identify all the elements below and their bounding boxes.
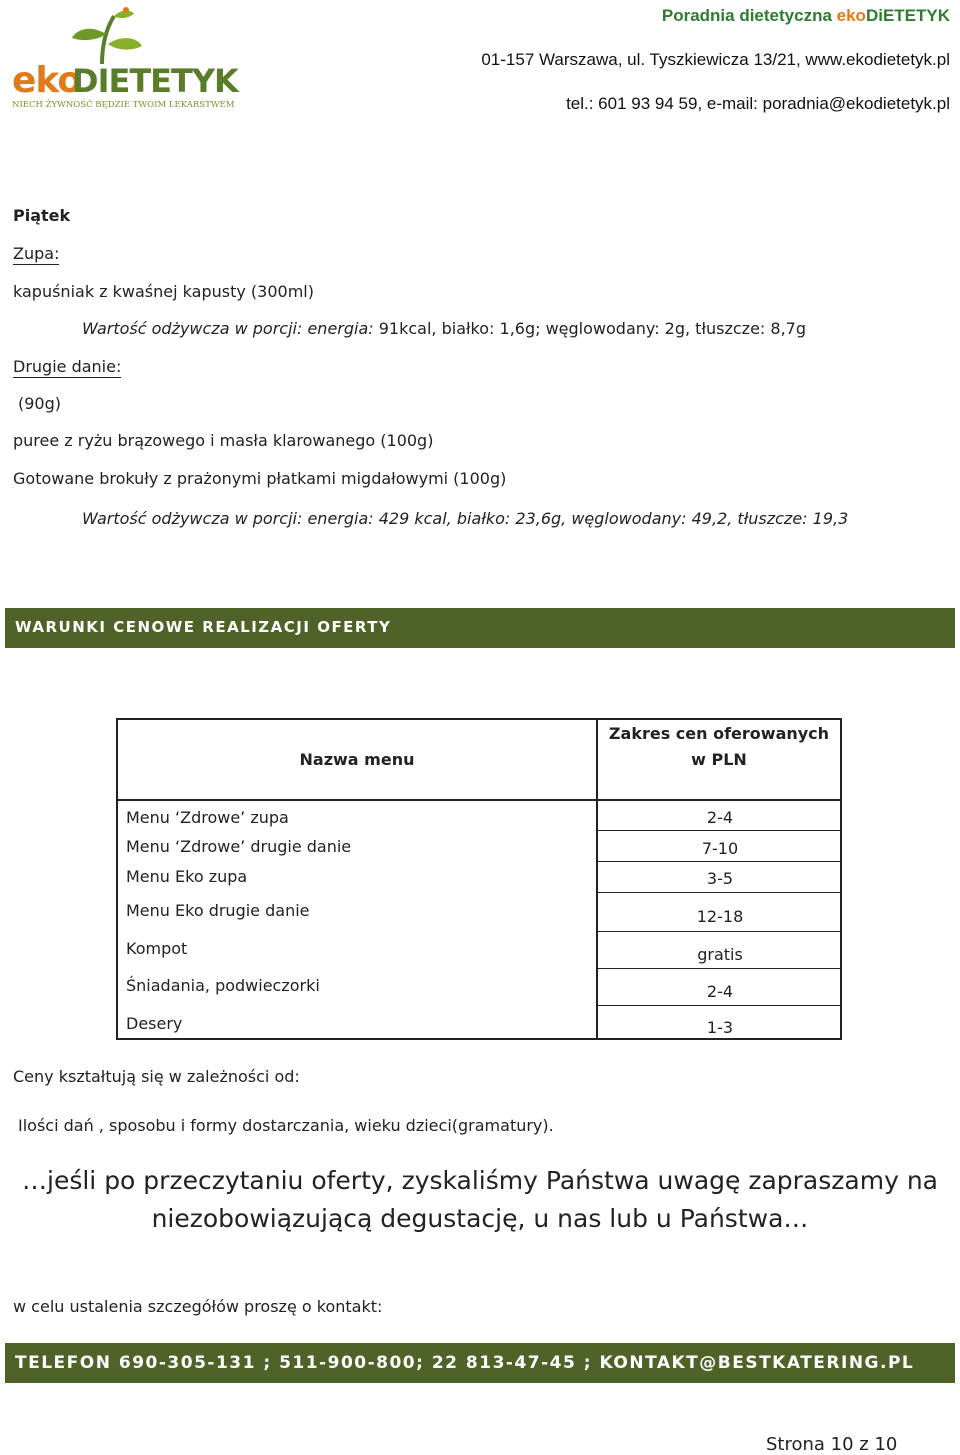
main-nutrition — [82, 509, 848, 528]
col-header-price-line2: w PLN — [691, 750, 747, 769]
main-item-3: Gotowane brokuły z prażonymi płatkami migdałowymi (100g) — [13, 469, 507, 488]
col-header-name: Nazwa menu — [299, 750, 415, 769]
table-row-price: 3-5 — [706, 869, 734, 888]
table-row-price: 2-4 — [706, 982, 734, 1001]
table-row-name: Menu ‘Zdrowe’ zupa — [126, 808, 289, 827]
contact-intro: w celu ustalenia szczegółów proszę o kontakt: — [13, 1297, 383, 1316]
price-table — [116, 718, 842, 1040]
soup-nutrition-label: Wartość odżywcza w porcji: — [82, 319, 308, 338]
table-row-price: 7-10 — [701, 839, 739, 858]
table-row-divider — [598, 931, 840, 932]
price-note: Ceny kształtują się w zależności od: — [13, 1067, 300, 1086]
header-title — [662, 6, 950, 26]
main-item-2: puree z ryżu brązowego i masła klarowanego (100g) — [13, 431, 434, 450]
table-row-name: Kompot — [126, 939, 188, 958]
section-title-band — [5, 608, 955, 648]
main-label — [13, 357, 121, 376]
invitation-line-1: …jeśli po przeczytaniu oferty, zyskaliśmy Państwa uwagę zapraszamy na — [22, 1166, 938, 1195]
table-row-price: gratis — [697, 945, 743, 964]
ekodietetyk-logo — [10, 4, 240, 112]
header-contact: tel.: 601 93 94 59, e-mail: poradnia@ekodietetyk.pl — [566, 94, 950, 113]
day-heading: Piątek — [13, 206, 71, 225]
logo-dietetyk-text: DIETETYK — [72, 62, 238, 100]
table-row-name: Menu Eko drugie danie — [126, 901, 310, 920]
main-nutrition-values: energia: 429 kcal, białko: 23,6g, węglowodany: 49,2, tłuszcze: 19,3 — [307, 509, 849, 528]
table-row-divider — [598, 830, 840, 831]
invitation-line-2: niezobowiązującą degustację, u nas lub u Państwa… — [151, 1204, 809, 1233]
table-row-divider — [598, 861, 840, 862]
table-row-divider — [598, 968, 840, 969]
page-number: Strona 10 z 10 — [766, 1434, 898, 1455]
table-row-price: 1-3 — [706, 1018, 734, 1037]
header-title-eko: eko — [836, 6, 866, 25]
contact-band-text: TELEFON 690-305-131 ; 511-900-800; 22 813-47-45 ; KONTAKT@BESTKATERING.PL — [15, 1353, 915, 1373]
table-row-name: Menu ‘Zdrowe’ drugie danie — [126, 837, 352, 856]
col-header-price-line1: Zakres cen oferowanych — [608, 724, 830, 743]
table-row-name: Menu Eko zupa — [126, 867, 248, 886]
logo-tagline: NIECH ŻYWNOŚĆ BĘDZIE TWOIM LEKARSTWEM — [12, 100, 235, 110]
header-title-prefix: Poradnia dietetyczna — [661, 6, 837, 25]
table-row-divider — [598, 1005, 840, 1006]
main-nutrition-label: Wartość odżywcza w porcji: — [82, 509, 308, 528]
table-row-price: 2-4 — [706, 808, 734, 827]
table-row-name: Śniadania, podwieczorki — [126, 976, 320, 995]
soup-nutrition — [82, 319, 806, 338]
logo-eko-text: eko — [12, 60, 82, 101]
table-row-divider — [598, 892, 840, 893]
soup-nutrition-values: 91kcal, białko: 1,6g; węglowodany: 2g, tłuszcze: 8,7g — [378, 319, 806, 338]
soup-item: kapuśniak z kwaśnej kapusty (300ml) — [13, 282, 314, 301]
soup-label-text: Zupa: — [13, 244, 60, 263]
contact-band — [5, 1343, 955, 1383]
header-title-brand: DiETETYK — [865, 6, 950, 25]
price-factors: Ilości dań , sposobu i formy dostarczania, wieku dzieci(gramatury). — [18, 1116, 554, 1135]
soup-nutrition-energy-label: energia: — [307, 319, 379, 338]
table-header-divider — [118, 799, 840, 801]
main-label-text: Drugie danie: — [13, 357, 122, 376]
table-row-name: Desery — [126, 1014, 183, 1033]
main-item-1: (90g) — [18, 394, 61, 413]
header-address: 01-157 Warszawa, ul. Tyszkiewicza 13/21, www.ekodietetyk.pl — [481, 50, 950, 69]
section-title: WARUNKI CENOWE REALIZACJI OFERTY — [15, 618, 392, 636]
table-row-price: 12-18 — [696, 907, 744, 926]
soup-label — [13, 244, 59, 263]
